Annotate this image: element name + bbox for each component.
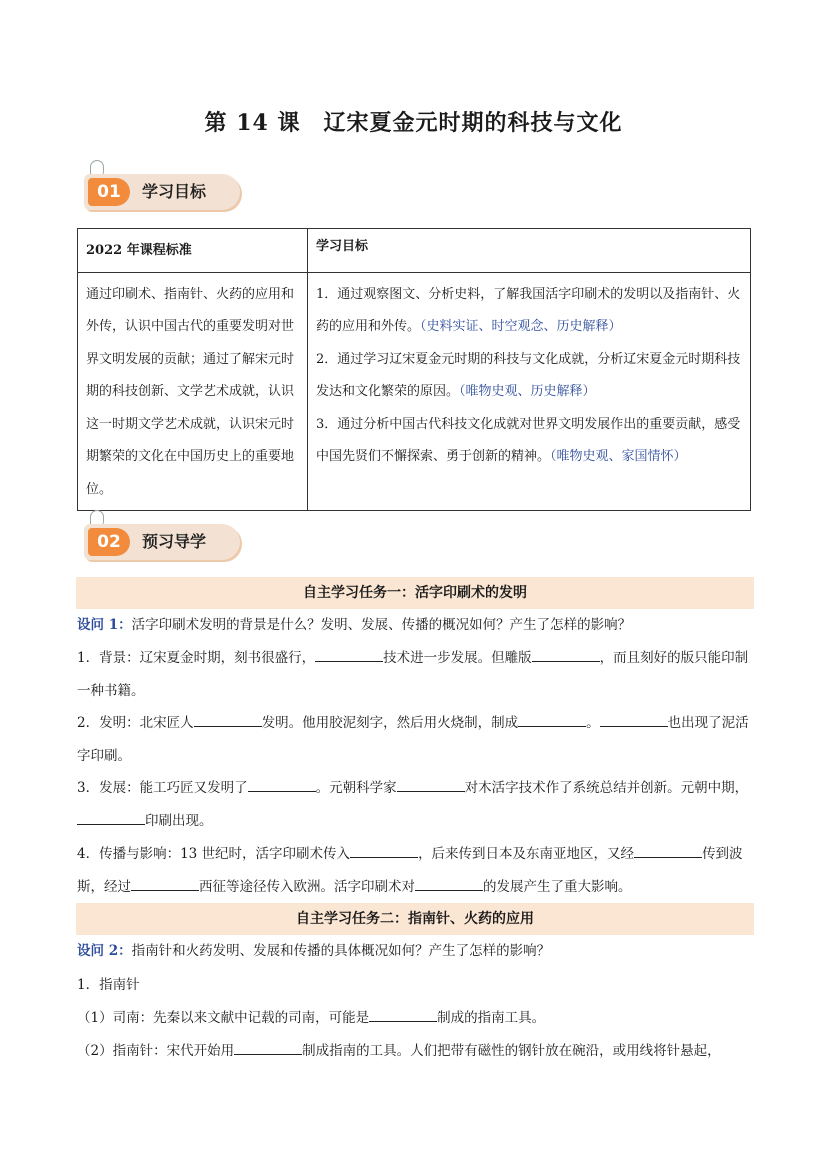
- fill-blank[interactable]: [194, 713, 262, 727]
- task1-banner: 自主学习任务一：活字印刷术的发明: [76, 577, 754, 609]
- fill-blank[interactable]: [315, 648, 383, 662]
- task2-question: [77, 935, 755, 968]
- goal-2-tag: （唯物史观、历史解释）: [459, 384, 596, 399]
- goal-1: 1．通过观察图文、分析史料，了解我国活字印刷术的发明以及指南针、火药的应用和外传。: [316, 286, 741, 334]
- fill-blank[interactable]: [77, 811, 145, 825]
- goal-1-tag: （史料实证、时空观念、历史解释）: [420, 319, 622, 334]
- fill-blank[interactable]: [532, 648, 600, 662]
- fill-blank[interactable]: [600, 713, 668, 727]
- fill-blank[interactable]: [369, 1008, 437, 1022]
- task2-heading: 1．指南针: [77, 977, 140, 993]
- badge-number: 02: [88, 528, 130, 556]
- fill-blank[interactable]: [518, 713, 586, 727]
- task1-item-4: 4．传播与影响：13 世纪时，活字印刷术传入 ，后来传到日本及东南亚地区，又经 传到波斯，经过 西征等途径传入欧洲。活字印刷术对 的发展产生了重大影响。: [77, 846, 743, 895]
- question-text: 指南针和火药发明、发展和传播的具体概况如何？产生了怎样的影响？: [131, 943, 551, 959]
- fill-blank[interactable]: [248, 778, 316, 792]
- section-badge-goals: [84, 160, 242, 212]
- question-text: 活字印刷术发明的背景是什么？发明、发展、传播的概况如何？产生了怎样的影响？: [131, 617, 632, 633]
- header-goals: 学习目标: [308, 229, 751, 273]
- question-label: 设问 1：: [77, 617, 132, 633]
- task1-item-2: 2．发明：北宋匠人 发明。他用胶泥刻字，然后用火烧制，制成 。 也出现了泥活字印刷。: [77, 715, 749, 764]
- task1-item-1: 1．背景：辽宋夏金时期，刻书很盛行， 技术进一步发展。但雕版 ，而且刻好的版只能印制一种书籍。: [77, 650, 749, 699]
- goals-cell: [308, 272, 751, 511]
- fill-blank[interactable]: [415, 877, 483, 891]
- goal-2: 2．通过学习辽宋夏金元时期的科技与文化成就，分析辽宋夏金元时期科技发达和文化繁荣的原因。: [316, 351, 741, 399]
- task2-item-2: （2）指南针：宋代开始用 制成指南的工具。人们把带有磁性的钢针放在碗沿，或用线将针悬起，: [77, 1043, 721, 1059]
- fill-blank[interactable]: [234, 1041, 302, 1055]
- badge-label: 预习导学: [142, 532, 207, 551]
- fill-blank[interactable]: [350, 844, 418, 858]
- header-curriculum: 2022 年课程标准: [78, 229, 308, 273]
- task1-item-3: 3．发展：能工巧匠又发明了 。元朝科学家 对木活字技术作了系统总结并创新。元朝中期，印刷出现。: [77, 780, 749, 829]
- question-label: 设问 2：: [77, 943, 132, 959]
- task1-question: [77, 609, 755, 642]
- goals-table: [77, 228, 751, 511]
- badge-number: 01: [88, 178, 130, 206]
- section-badge-preview: [84, 510, 242, 562]
- task2-banner: 自主学习任务二：指南针、火药的应用: [76, 903, 754, 935]
- task2-item-1: （1）司南：先秦以来文献中记载的司南，可能是 制成的指南工具。: [77, 1010, 546, 1026]
- badge-label: 学习目标: [142, 182, 207, 201]
- fill-blank[interactable]: [397, 778, 465, 792]
- page-title: 第 14 课 辽宋夏金元时期的科技与文化: [204, 110, 623, 136]
- goal-3-tag: （唯物史观、家国情怀）: [550, 449, 687, 464]
- curriculum-text: 通过印刷术、指南针、火药的应用和外传，认识中国古代的重要发明对世界文明发展的贡献；通过了解宋元时期的科技创新、文学艺术成就，认识这一时期文学艺术成就，认识宋元时期繁荣的文化在中国历史上的重要地位。: [78, 272, 308, 511]
- fill-blank[interactable]: [634, 844, 702, 858]
- goal-3: 3．通过分析中国古代科技文化成就对世界文明发展作出的重要贡献，感受中国先贤们不懈探索、勇于创新的精神。: [316, 416, 741, 464]
- fill-blank[interactable]: [131, 877, 199, 891]
